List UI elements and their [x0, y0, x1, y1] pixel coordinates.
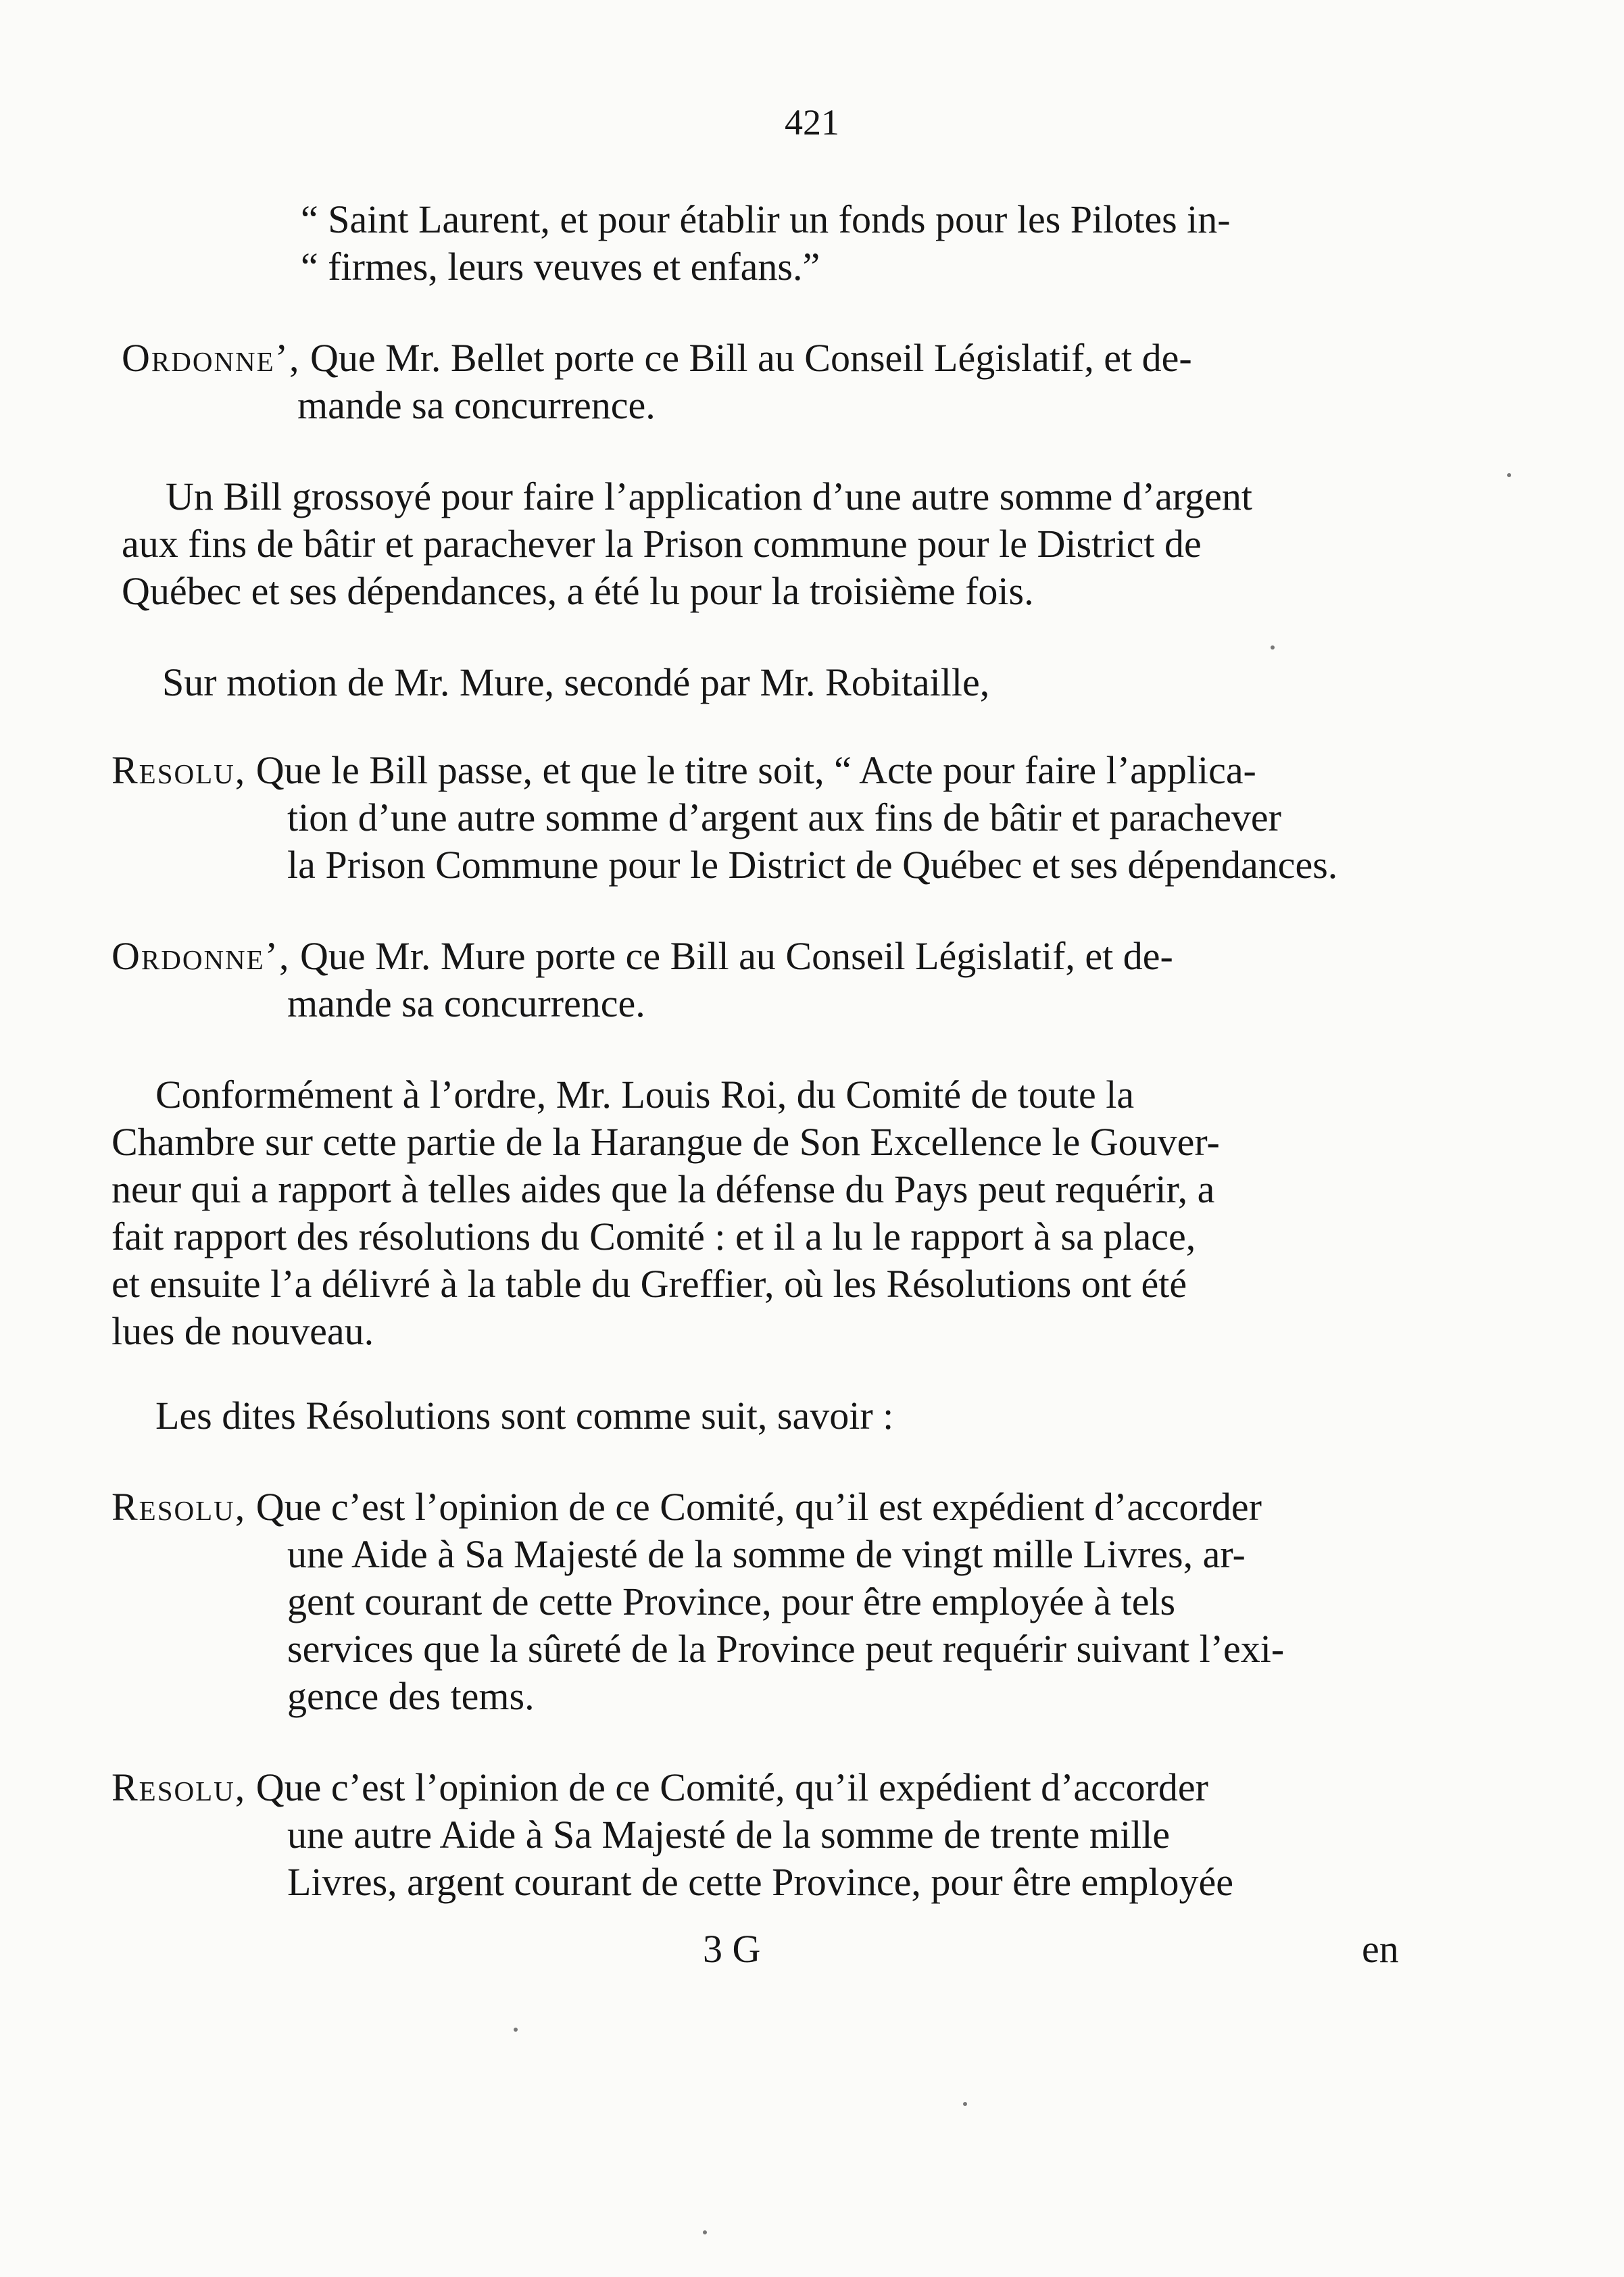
- text-line: Conformément à l’ordre, Mr. Louis Roi, du Comité de toute la: [155, 1073, 1135, 1117]
- scan-speck: [703, 2230, 707, 2234]
- paragraph-quote-continuation: [301, 196, 1231, 291]
- text-line: “ Saint Laurent, et pour établir un fonds pour les Pilotes in-: [301, 197, 1231, 241]
- text-line: Que c’est l’opinion de ce Comité, qu’il expédient d’accorder: [255, 1765, 1208, 1809]
- paragraph-head: Ordonne’,: [112, 934, 291, 978]
- text-line: Chambre sur cette partie de la Harangue de Son Excellence le Gouver-: [112, 1120, 1220, 1164]
- signature-mark: 3 G: [703, 1927, 761, 1971]
- paragraph-head: Ordonne’,: [122, 336, 301, 380]
- text-line: la Prison Commune pour le District de Québec et ses dépendances.: [287, 843, 1338, 887]
- text-line: Québec et ses dépendances, a été lu pour la troisième fois.: [122, 569, 1034, 613]
- paragraph-ordonne-mure: [112, 933, 1173, 1027]
- scan-speck: [963, 2102, 967, 2106]
- text-line: Un Bill grossoyé pour faire l’application d’une autre somme d’argent: [166, 474, 1252, 518]
- scan-speck: [1271, 645, 1275, 650]
- paragraph-conformement: [112, 1071, 1220, 1355]
- catchword: en: [1362, 1927, 1399, 1971]
- text-line: Que Mr. Bellet porte ce Bill au Conseil Législatif, et de-: [310, 336, 1192, 380]
- paragraph-bill-grossoye: [122, 473, 1252, 615]
- page-number: 421: [785, 102, 839, 143]
- text-line: mande sa concurrence.: [287, 981, 645, 1025]
- paragraph-ordonne-bellet: [122, 335, 1192, 429]
- paragraph-head: Resolu,: [112, 1765, 247, 1809]
- text-line: Que c’est l’opinion de ce Comité, qu’il est expédient d’accorder: [255, 1485, 1262, 1529]
- paragraph-resolu-trente-mille: [112, 1764, 1233, 1906]
- paragraph-les-dites: [155, 1392, 893, 1440]
- text-line: aux fins de bâtir et parachever la Prison commune pour le District de: [122, 522, 1202, 566]
- text-line: Que le Bill passe, et que le titre soit, “ Acte pour faire l’applica-: [255, 748, 1256, 792]
- text-line: et ensuite l’a délivré à la table du Greffier, où les Résolutions ont été: [112, 1262, 1187, 1306]
- paragraph-resolu-vingt-mille: [112, 1484, 1284, 1720]
- scan-speck: [514, 2028, 518, 2032]
- text-line: une Aide à Sa Majesté de la somme de vingt mille Livres, ar-: [287, 1532, 1246, 1576]
- scan-speck: [1507, 473, 1511, 477]
- text-line: Livres, argent courant de cette Province, pour être employée: [287, 1860, 1234, 1904]
- text-line: “ firmes, leurs veuves et enfans.”: [301, 245, 820, 289]
- paragraph-sur-motion: [162, 659, 989, 706]
- text-line: Que Mr. Mure porte ce Bill au Conseil Législatif, et de-: [300, 934, 1173, 978]
- text-line: neur qui a rapport à telles aides que la défense du Pays peut requérir, a: [112, 1167, 1215, 1211]
- text-line: mande sa concurrence.: [297, 383, 656, 427]
- text-line: Sur motion de Mr. Mure, secondé par Mr. Robitaille,: [162, 660, 990, 704]
- paragraph-head: Resolu,: [112, 748, 247, 792]
- text-line: une autre Aide à Sa Majesté de la somme de trente mille: [287, 1813, 1171, 1857]
- text-line: gence des tems.: [287, 1674, 535, 1718]
- text-line: fait rapport des résolutions du Comité : et il a lu le rapport à sa place,: [112, 1215, 1196, 1258]
- text-line: gent courant de cette Province, pour être employée à tels: [287, 1580, 1176, 1623]
- text-line: services que la sûreté de la Province peut requérir suivant l’exi-: [287, 1627, 1285, 1671]
- paragraph-resolu-titre: [112, 747, 1337, 889]
- text-line: tion d’une autre somme d’argent aux fins de bâtir et parachever: [287, 795, 1281, 839]
- text-line: Les dites Résolutions sont comme suit, savoir :: [155, 1394, 894, 1438]
- paragraph-head: Resolu,: [112, 1485, 247, 1529]
- text-line: lues de nouveau.: [112, 1309, 374, 1353]
